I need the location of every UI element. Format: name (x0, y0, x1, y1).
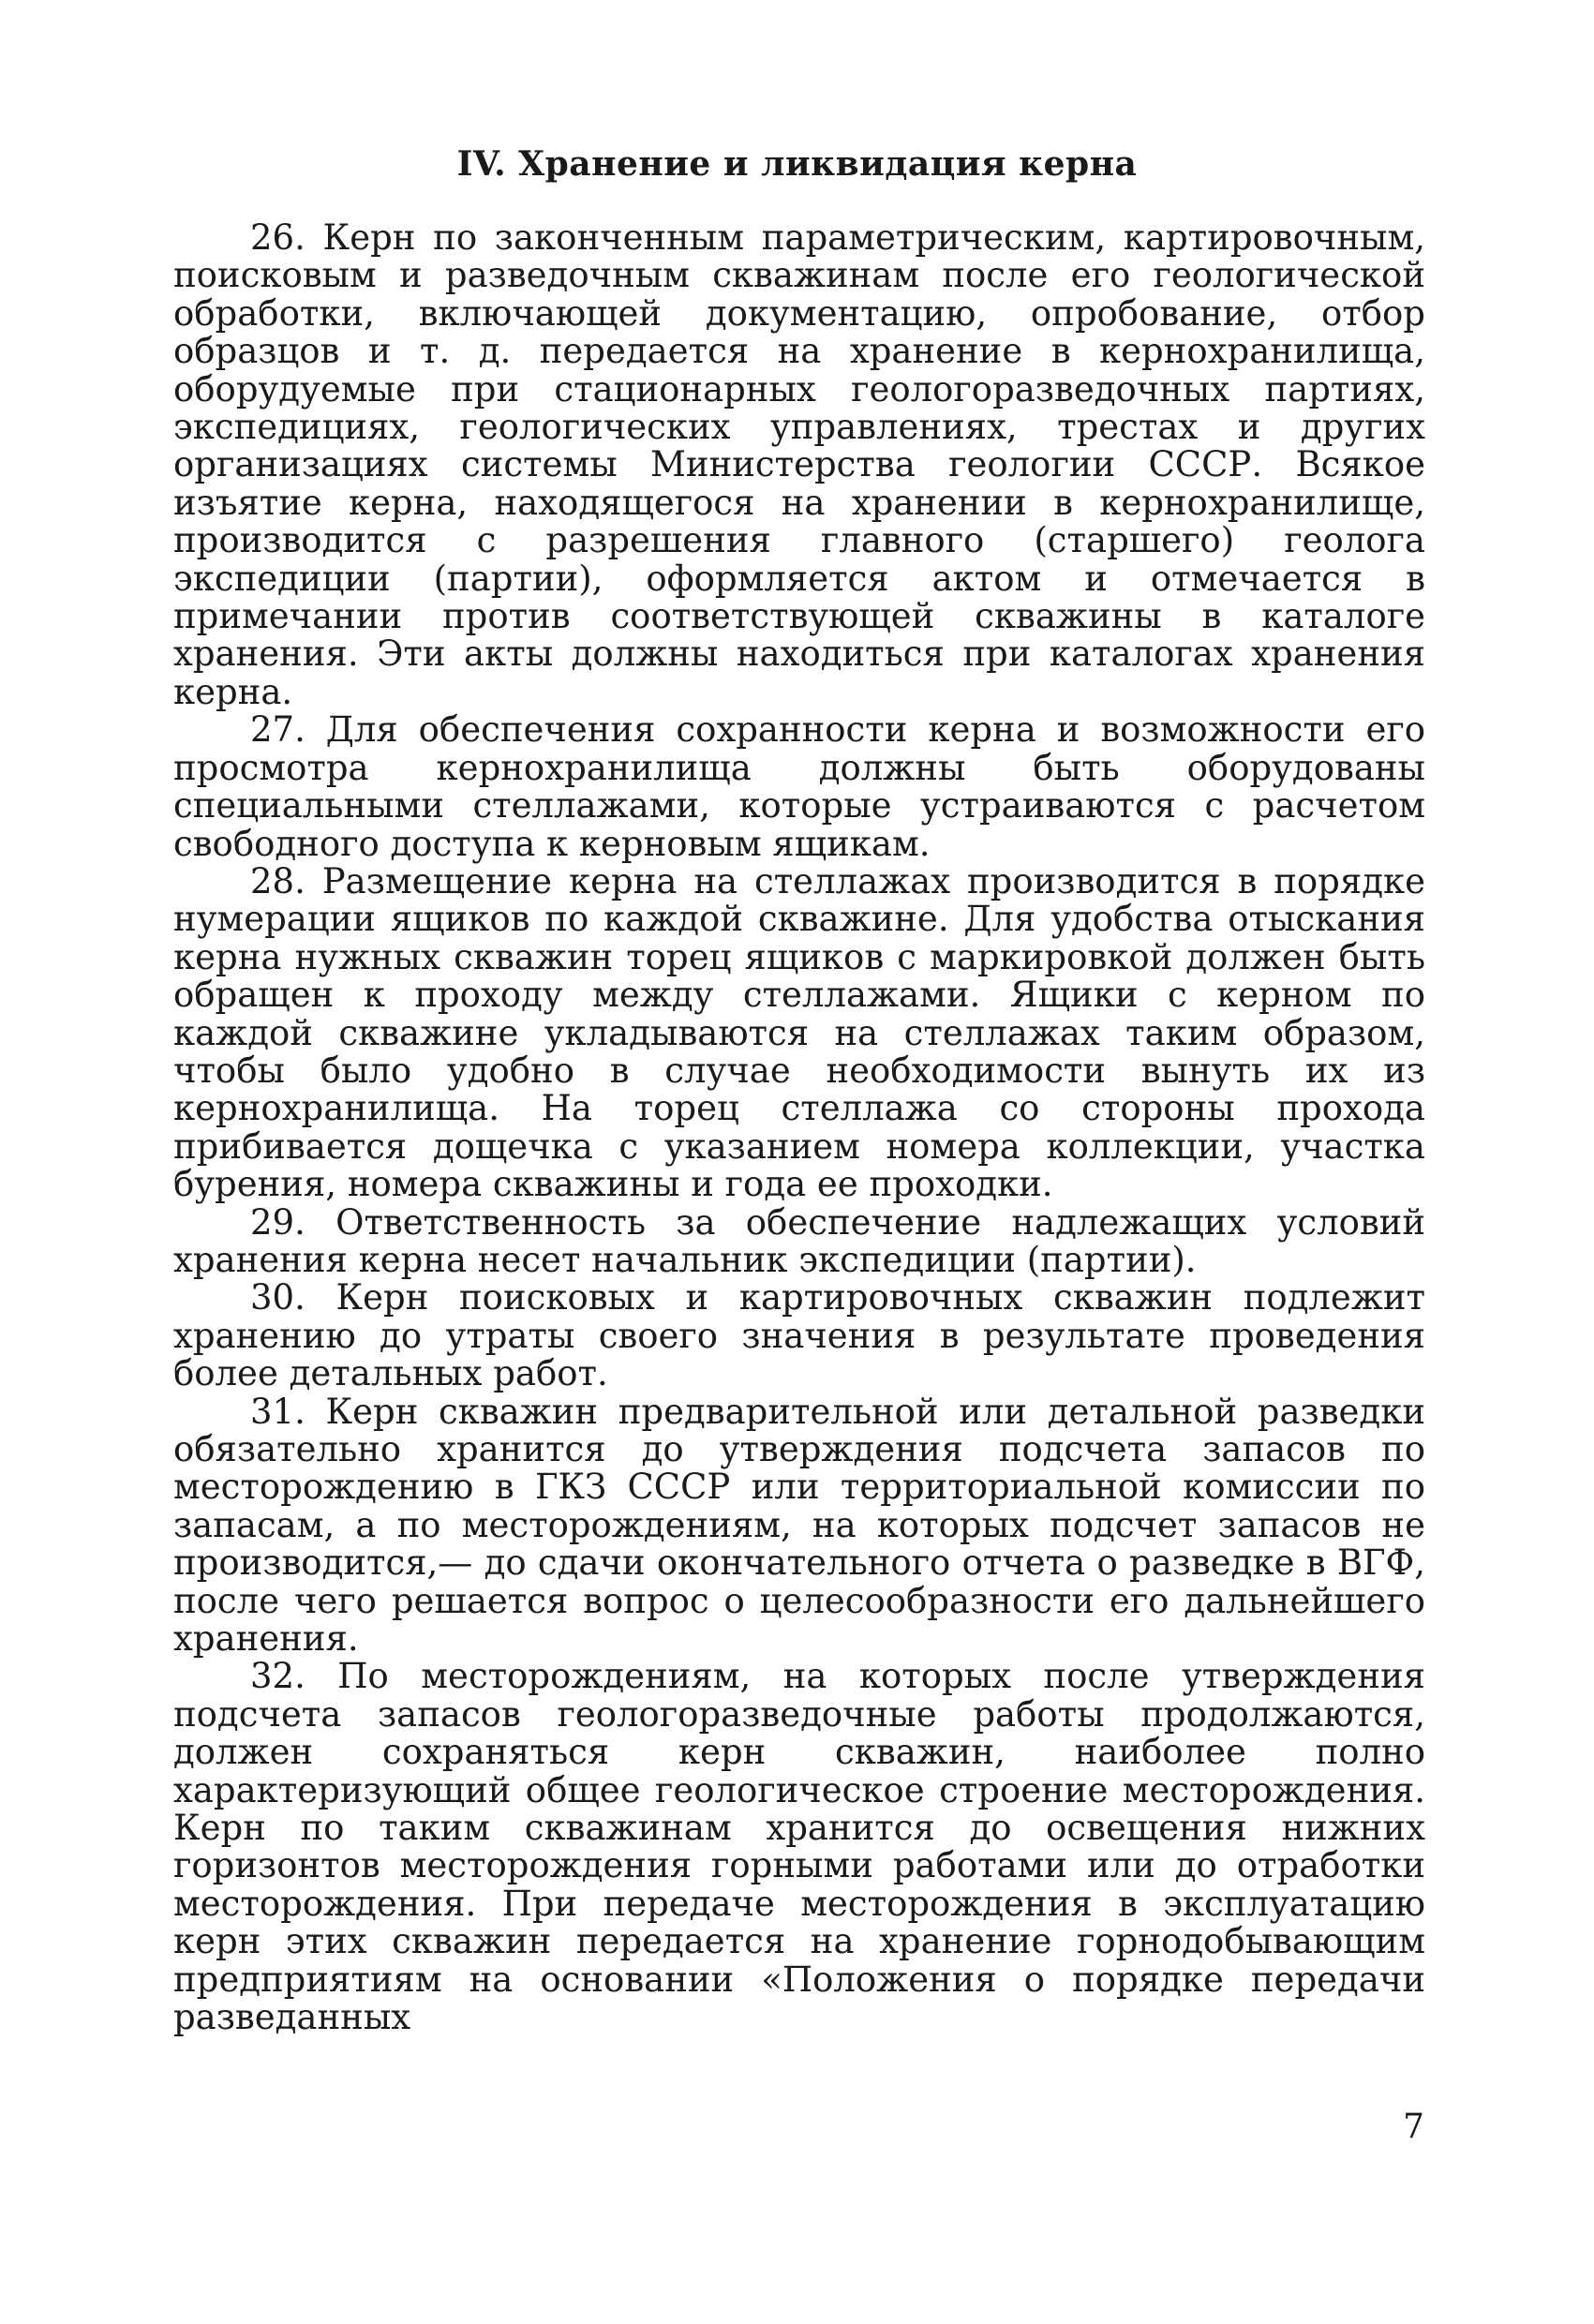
page-number: 7 (1403, 2108, 1424, 2146)
clause-31: 31. Керн скважин предварительной или детальной разведки обязательно хранится до утверждения подсчета запасов по месторождению в ГКЗ СССР или территориальной комиссии по запасам, а по месторождениям, на которых подсчет запасов не производится,— до сдачи окончательного отчета о разведке в ВГФ, после чего решается вопрос о целесообразности его дальнейшего хранения. (173, 1391, 1425, 1660)
clause-26: 26. Керн по законченным параметрическим, картировочным, поисковым и разведочным скважинам после его геологической обработки, включающей документацию, опробование, отбор образцов и т. д. передается на хранение в кернохранилища, оборудуемые при стационарных геологоразведочных партиях, экспедициях, геологических управлениях, трестах и других организациях системы Министерства геологии СССР. Всякое изъятие керна, находящегося на хранении в кернохранилище, производится с разрешения главного (старшего) геолога экспедиции (партии), оформляется актом и отмечается в примечании против соответствующей скважины в каталоге хранения. Эти акты должны находиться при каталогах хранения керна. (173, 217, 1425, 712)
clause-28: 28. Размещение керна на стеллажах производится в порядке нумерации ящиков по каждой скважине. Для удобства отыскания керна нужных скважин торец ящиков с маркировкой должен быть обращен к проходу между стеллажами. Ящики с керном по каждой скважине укладываются на стеллажах таким образом, чтобы было удобно в случае необходимости вынуть их из кернохранилища. На торец стеллажа со стороны прохода прибивается дощечка с указанием номера коллекции, участка бурения, номера скважины и года ее проходки. (173, 860, 1425, 1205)
clause-32: 32. По месторождениям, на которых после утверждения подсчета запасов геологоразведочные работы продолжаются, должен сохраняться керн скважин, наиболее полно характеризующий общее геологическое строение месторождения. Керн по таким скважинам хранится до освещения нижних горизонтов месторождения горными работами или до отработки месторождения. При передаче месторождения в эксплуатацию керн этих скважин передается на хранение горнодобывающим предприятиям на основании «Положения о порядке передачи разведанных (173, 1656, 1425, 2038)
clause-27: 27. Для обеспечения сохранности керна и возможности его просмотра кернохранилища должны быть оборудованы специальными стеллажами, которые устраиваются с расчетом свободного доступа к керновым ящикам. (173, 709, 1425, 864)
clause-30: 30. Керн поисковых и картировочных скважин подлежит хранению до утраты своего значения в результате проведения более детальных работ. (173, 1277, 1425, 1394)
document-body (173, 219, 1425, 2037)
section-heading: IV. Хранение и ликвидация керна (456, 144, 1138, 184)
clause-29: 29. Ответственность за обеспечение надлежащих условий хранения керна несет начальник экспедиции (партии). (173, 1201, 1425, 1280)
